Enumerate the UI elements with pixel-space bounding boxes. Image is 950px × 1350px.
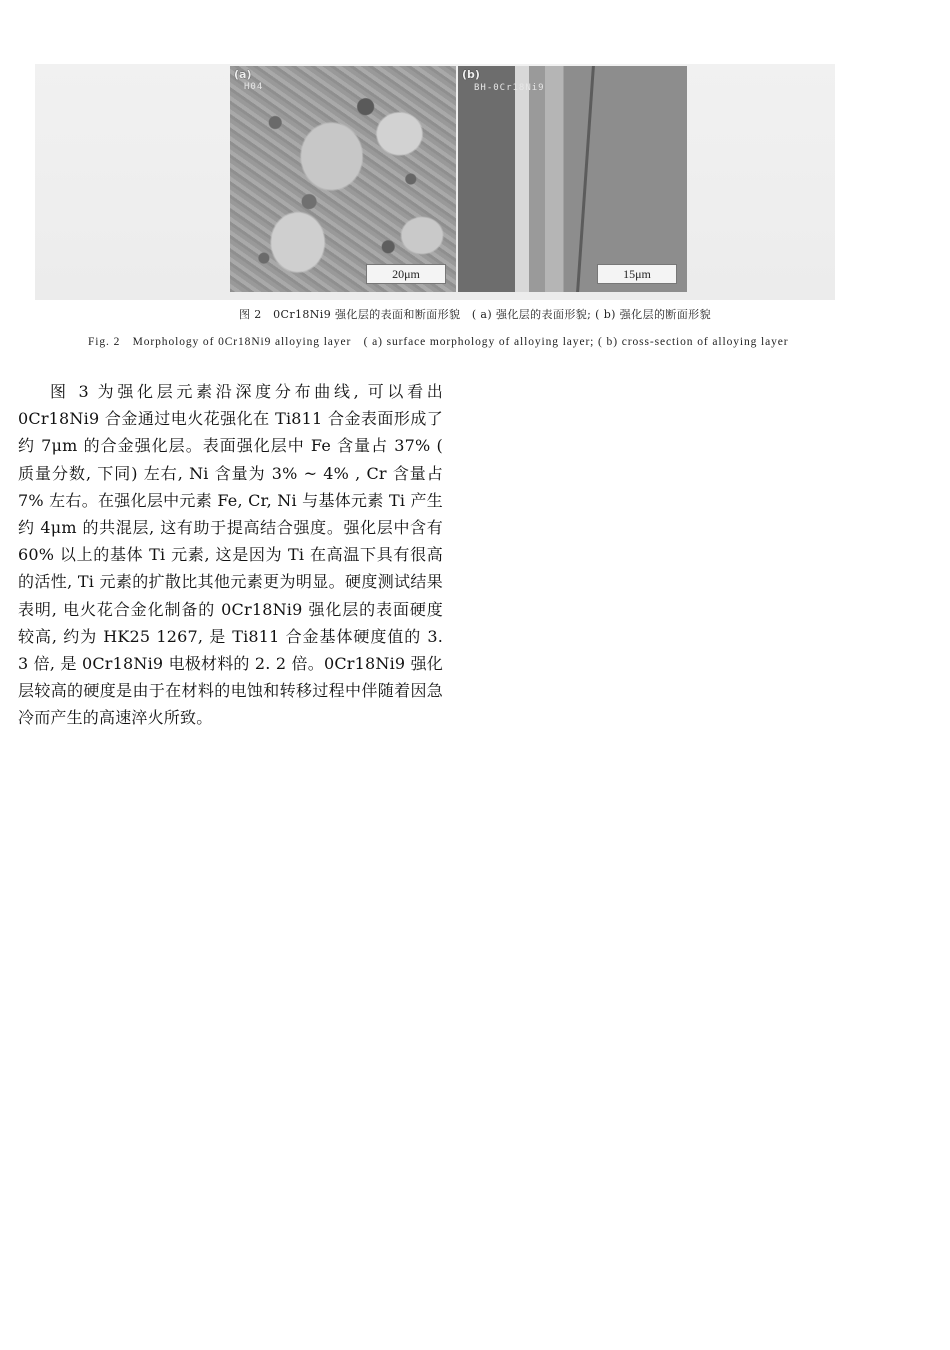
scale-bar-b xyxy=(597,264,677,284)
panel-label-b: (b) xyxy=(462,68,480,81)
sem-image-cross-section xyxy=(458,66,687,292)
panel-label-a: (a) xyxy=(234,68,252,81)
sem-image-surface xyxy=(230,66,456,292)
body-paragraph: 图 3 为强化层元素沿深度分布曲线, 可以看出 0Cr18Ni9 合金通过电火花强化在 Ti811 合金表面形成了约 7μm 的合金强化层。表面强化层中 Fe 含量占 37% ( 质量分数, 下同) 左右, Ni 含量为 3% ~ 4% , Cr 含量占 7% 左右。在强化层中元素 Fe, Cr, Ni 与基体元素 Ti 产生约 4μm 的共混层, 这有助于提高结合强度。强化层中含有 60% 以上的基体 Ti 元素, 这是因为 Ti 在高温下具有很高的活性, Ti 元素的扩散比其他元素更为明显。硬度测试结果表明, 电火花合金化制备的 0Cr18Ni9 强化层的表面硬度较高, 约为 HK25 1267, 是 Ti811 合金基体硬度值的 3. 3 倍, 是 0Cr18Ni9 电极材料的 2. 2 倍。0Cr18Ni9 强化层较高的硬度是由于在材料的电蚀和转移过程中伴随着因急冷而产生的高速淬火所致。 xyxy=(18,382,443,728)
panel-code-b: BH-0Cr18Ni9 xyxy=(474,83,545,93)
panel-code-a: H04 xyxy=(244,82,264,92)
scale-label-a: 20μm xyxy=(392,266,420,281)
figure-caption-chinese: 图 2 0Cr18Ni9 强化层的表面和断面形貌 ( a) 强化层的表面形貌; ( b) 强化层的断面形貌 xyxy=(239,308,711,321)
scale-label-b: 15μm xyxy=(623,266,651,281)
figure-caption-english: Fig. 2 Morphology of 0Cr18Ni9 alloying layer ( a) surface morphology of alloying layer; ( b) cross-section of alloying layer xyxy=(88,336,789,348)
scale-bar-a xyxy=(366,264,446,284)
